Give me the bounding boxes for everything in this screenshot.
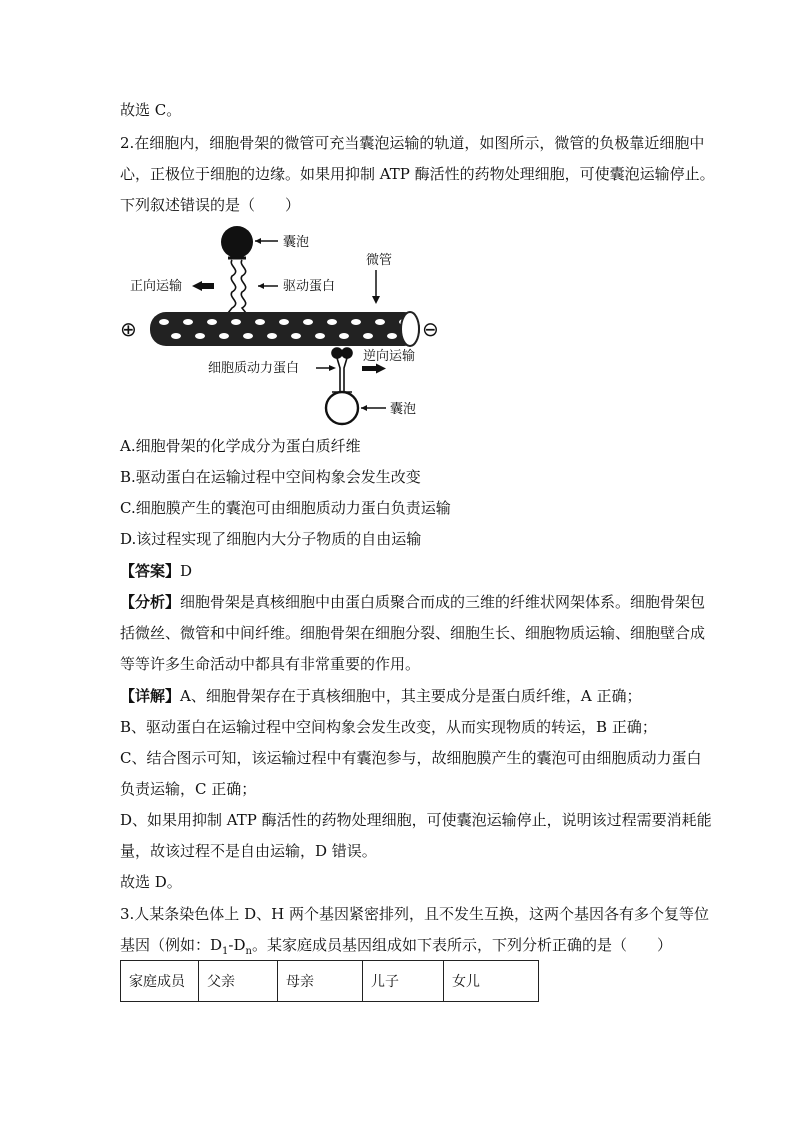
- answer-line: [120, 561, 680, 581]
- label-dynein: 细胞质动力蛋白: [208, 361, 300, 376]
- label-vesicle-bottom: 囊泡: [390, 402, 417, 417]
- detail-tag: 【详解】: [120, 687, 181, 705]
- minus-end-icon: ⊖: [422, 317, 439, 341]
- table-header-cell: 女儿: [444, 961, 539, 1002]
- detail-text: A、细胞骨架存在于真核细胞中，其主要成分是蛋白质纤维，A 正确；: [180, 687, 642, 705]
- table-header-cell: 父亲: [199, 961, 278, 1002]
- microtubule-icon: [150, 312, 420, 346]
- label-microtubule: 微管: [366, 253, 393, 268]
- analysis-line: [120, 592, 706, 612]
- table-header-row: [121, 961, 539, 1002]
- vesicle-bottom-icon: [326, 392, 358, 424]
- question-2-text: 2.在细胞内，细胞骨架的微管可充当囊泡运输的轨道，如图所示，微管的负极靠近细胞中: [120, 134, 705, 152]
- label-reverse-transport: 逆向运输: [363, 349, 416, 364]
- detail-line: B、驱动蛋白在运输过程中空间构象会发生改变，从而实现物质的转运，B 正确；: [120, 718, 657, 736]
- analysis-line: 等等许多生命活动中都具有非常重要的作用。: [120, 655, 421, 673]
- text-line: 故选 D。: [120, 873, 182, 891]
- vesicle-top-icon: [221, 226, 253, 258]
- text-line: 故选 C。: [120, 101, 182, 119]
- detail-line: C、结合图示可知，该运输过程中有囊泡参与，故细胞膜产生的囊泡可由细胞质动力蛋白: [120, 749, 702, 767]
- table-header-cell: 母亲: [278, 961, 363, 1002]
- answer-tag: 【答案】: [120, 562, 181, 580]
- option-c: C.细胞膜产生的囊泡可由细胞质动力蛋白负责运输: [120, 499, 451, 517]
- dynein-icon: [332, 348, 352, 392]
- question-2-text: 下列叙述错误的是（ ）: [120, 196, 301, 214]
- option-b: B.驱动蛋白在运输过程中空间构象会发生改变: [120, 468, 421, 486]
- analysis-tag: 【分析】: [120, 593, 181, 611]
- label-kinesin: 驱动蛋白: [283, 279, 336, 294]
- table-header-cell: 儿子: [363, 961, 444, 1002]
- table-header-cell: 家庭成员: [121, 961, 199, 1002]
- analysis-text: 细胞骨架是真核细胞中由蛋白质聚合而成的三维的纤维状网架体系。细胞骨架包: [180, 593, 706, 611]
- label-forward-transport: 正向运输: [130, 279, 183, 294]
- kinesin-icon: [224, 258, 250, 318]
- question-3-text: 3.人某条染色体上 D、H 两个基因紧密排列，且不发生互换，这两个基因各有多个复等位: [120, 905, 709, 923]
- detail-line: D、如果用抑制 ATP 酶活性的药物处理细胞，可使囊泡运输停止，说明该过程需要消耗能: [120, 811, 712, 829]
- option-a: A.细胞骨架的化学成分为蛋白质纤维: [120, 437, 361, 455]
- question-3-text: 基因（例如：$D_1-D_n$。某家庭成员基因组成如下表所示，下列分析正确的是（ ）: [120, 936, 672, 957]
- answer-value: D: [180, 562, 193, 580]
- detail-line: 负责运输，C 正确；: [120, 780, 257, 798]
- family-gene-table: [120, 960, 539, 1002]
- plus-end-icon: ⊕: [120, 317, 137, 341]
- option-d: D.该过程实现了细胞内大分子物质的自由运输: [120, 530, 422, 548]
- question-2-text: 心，正极位于细胞的边缘。如果用抑制 ATP 酶活性的药物处理细胞，可使囊泡运输停止。: [120, 165, 715, 183]
- detail-line: [120, 686, 680, 706]
- label-vesicle-top: 囊泡: [283, 235, 310, 250]
- vesicle-transport-diagram: [118, 222, 458, 427]
- detail-line: 量，故该过程不是自由运输，D 错误。: [120, 842, 377, 860]
- analysis-line: 括微丝、微管和中间纤维。细胞骨架在细胞分裂、细胞生长、细胞物质运输、细胞壁合成: [120, 624, 706, 642]
